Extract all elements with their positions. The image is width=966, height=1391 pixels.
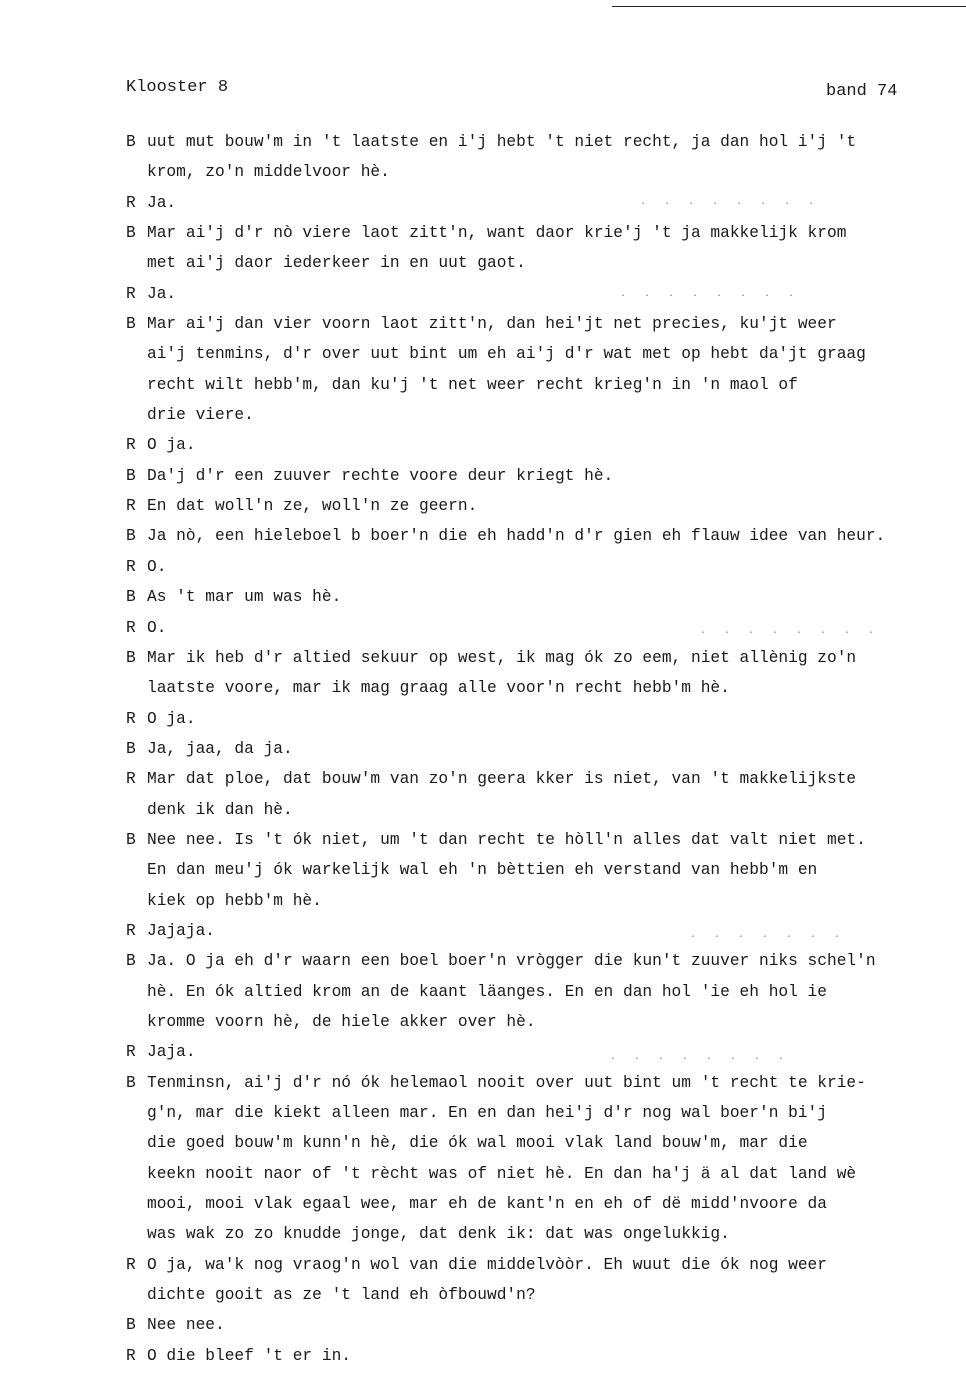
utterance-line: drie viere. [147, 406, 254, 425]
utterance-line: O ja, wa'k nog vraog'n wol van die middelvòòr. Eh wuut die ók nog weer [147, 1255, 827, 1274]
utterance-text [147, 643, 956, 704]
utterance-line: En dat woll'n ze, woll'n ze geern. [147, 497, 478, 516]
transcript-entry [126, 491, 956, 521]
scan-speckle: . . . . . . . . [620, 289, 801, 300]
transcript-entry [126, 552, 956, 582]
speaker-label: B [126, 648, 136, 667]
speaker-label: R [126, 1255, 136, 1274]
scan-speckle: . . . . . . . [690, 930, 847, 941]
utterance-line: Tenminsn, ai'j d'r nó ók helemaol nooit over uut bint um 't recht te krie- [147, 1073, 866, 1092]
speaker-label: R [126, 618, 136, 637]
transcript-entry [126, 309, 956, 430]
utterance-text [147, 521, 956, 551]
utterance-text [147, 552, 956, 582]
transcript-entry [126, 279, 956, 309]
utterance-line: Mar ai'j dan vier voorn laot zitt'n, dan hei'jt net precies, ku'jt weer [147, 315, 837, 334]
speaker-label: R [126, 193, 136, 212]
speaker-label: R [126, 497, 136, 516]
utterance-line: die goed bouw'm kunn'n hè, die ók wal mooi vlak land bouw'm, mar die [147, 1134, 808, 1153]
utterance-line: kiek op hebb'm hè. [147, 891, 322, 910]
utterance-text [147, 218, 956, 279]
utterance-line: O ja. [147, 709, 196, 728]
utterance-line: O. [147, 618, 167, 637]
speaker-label: R [126, 1043, 136, 1062]
utterance-line: met ai'j daor iederkeer in en uut gaot. [147, 254, 526, 273]
utterance-line: hè. En ók altied krom an de kaant läanges. En en dan hol 'ie eh hol ie [147, 982, 827, 1001]
speaker-label: B [126, 588, 136, 607]
speaker-label: B [126, 466, 136, 485]
utterance-text [147, 127, 956, 188]
transcript-entry [126, 461, 956, 491]
speaker-label: R [126, 284, 136, 303]
transcript-entry [126, 1250, 956, 1311]
speaker-label: R [126, 921, 136, 940]
transcript-entry [126, 582, 956, 612]
transcript-entry [126, 1310, 956, 1340]
speaker-label: R [126, 709, 136, 728]
speaker-label: B [126, 830, 136, 849]
scan-speckle: . . . . . . . . [610, 1052, 791, 1063]
speaker-label: B [126, 1316, 136, 1335]
utterance-text [147, 825, 956, 916]
utterance-line: Mar ik heb d'r altied sekuur op west, ik mag ók zo eem, niet allènig zo'n [147, 648, 857, 667]
utterance-line: Mar ai'j d'r nò viere laot zitt'n, want daor krie'j 't ja makkelijk krom [147, 224, 847, 243]
utterance-line: Da'j d'r een zuuver rechte voore deur kriegt hè. [147, 466, 614, 485]
speaker-label: B [126, 1073, 136, 1092]
transcript-entry [126, 430, 956, 460]
transcript-entry [126, 1068, 956, 1250]
utterance-text [147, 764, 956, 825]
utterance-text [147, 1037, 956, 1067]
utterance-text [147, 491, 956, 521]
utterance-line: O ja. [147, 436, 196, 455]
speaker-label: R [126, 557, 136, 576]
utterance-line: Ja, jaa, da ja. [147, 739, 293, 758]
speaker-label: R [126, 436, 136, 455]
utterance-text [147, 1310, 956, 1340]
utterance-text [147, 734, 956, 764]
scan-speckle: . . . . . . . . [640, 197, 821, 208]
utterance-line: ai'j tenmins, d'r over uut bint um eh ai'j d'r wat met op hebt da'jt graag [147, 345, 866, 364]
transcript-entry [126, 734, 956, 764]
transcript-entry [126, 643, 956, 704]
utterance-line: recht wilt hebb'm, dan ku'j 't net weer recht krieg'n in 'n maol of [147, 375, 798, 394]
speaker-label: B [126, 527, 136, 546]
utterance-line: laatste voore, mar ik mag graag alle voor'n recht hebb'm hè. [147, 679, 730, 698]
utterance-text [147, 430, 956, 460]
header-band-number: band 74 [826, 82, 898, 101]
utterance-line: kromme voorn hè, de hiele akker over hè. [147, 1012, 536, 1031]
speaker-label: R [126, 770, 136, 789]
utterance-line: Nee nee. [147, 1316, 225, 1335]
utterance-line: mooi, mooi vlak egaal wee, mar eh de kant'n en eh of dë midd'nvoore da [147, 1195, 827, 1214]
utterance-line: uut mut bouw'm in 't laatste en i'j hebt 't niet recht, ja dan hol i'j 't [147, 133, 857, 151]
transcript [126, 127, 956, 1371]
speaker-label: B [126, 952, 136, 971]
utterance-line: was wak zo zo knudde jonge, dat denk ik: dat was ongelukkig. [147, 1225, 730, 1244]
speaker-label: R [126, 1346, 136, 1365]
utterance-text [147, 1341, 956, 1371]
utterance-line: O. [147, 557, 167, 576]
utterance-text [147, 279, 956, 309]
utterance-line: denk ik dan hè. [147, 800, 293, 819]
speaker-label: B [126, 739, 136, 758]
utterance-line: Ja nò, een hieleboel b boer'n die eh hadd'n d'r gien eh flauw idee van heur. [147, 527, 886, 546]
utterance-line: krom, zo'n middelvoor hè. [147, 163, 390, 182]
transcript-entry [126, 521, 956, 551]
transcript-entry [126, 946, 956, 1037]
utterance-line: O die bleef 't er in. [147, 1346, 351, 1365]
utterance-line: Jaja. [147, 1043, 196, 1062]
utterance-line: Nee nee. Is 't ók niet, um 't dan recht te hòll'n alles dat valt niet met. [147, 830, 866, 849]
utterance-line: g'n, mar die kiekt alleen mar. En en dan hei'j d'r nog wal boer'n bi'j [147, 1104, 827, 1122]
utterance-text [147, 946, 956, 1037]
utterance-line: En dan meu'j ók warkelijk wal eh 'n bèttien eh verstand van hebb'm en [147, 861, 818, 880]
utterance-text [147, 582, 956, 612]
transcript-entry [126, 704, 956, 734]
transcript-entry [126, 127, 956, 188]
speaker-label: B [126, 224, 136, 243]
speaker-label: B [126, 133, 136, 151]
utterance-line: Mar dat ploe, dat bouw'm van zo'n geera kker is niet, van 't makkelijkste [147, 770, 857, 789]
utterance-line: keekn nooit naor of 't rècht was of niet hè. En dan ha'j ä al dat land wè [147, 1164, 857, 1183]
utterance-line: Ja. O ja eh d'r waarn een boel boer'n vrògger die kun't zuuver niks schel'n [147, 952, 876, 971]
top-rule [612, 6, 966, 7]
utterance-text [147, 704, 956, 734]
utterance-text [147, 461, 956, 491]
utterance-text [147, 309, 956, 430]
utterance-text [147, 188, 956, 218]
header-title: Klooster 8 [126, 78, 229, 97]
utterance-line: Jajaja. [147, 921, 215, 940]
utterance-line: Ja. [147, 284, 177, 303]
utterance-text [147, 1250, 956, 1311]
transcript-entry [126, 825, 956, 916]
transcript-entry [126, 188, 956, 218]
utterance-line: Ja. [147, 193, 177, 212]
transcript-entry [126, 1037, 956, 1067]
transcript-entry [126, 218, 956, 279]
utterance-line: dichte gooit as ze 't land eh òfbouwd'n? [147, 1286, 536, 1305]
transcript-entry [126, 1341, 956, 1371]
speaker-label: B [126, 315, 136, 334]
scan-speckle: . . . . . . . . [700, 626, 881, 637]
transcript-entry [126, 764, 956, 825]
utterance-line: As 't mar um was hè. [147, 588, 342, 607]
utterance-text [147, 1068, 956, 1250]
